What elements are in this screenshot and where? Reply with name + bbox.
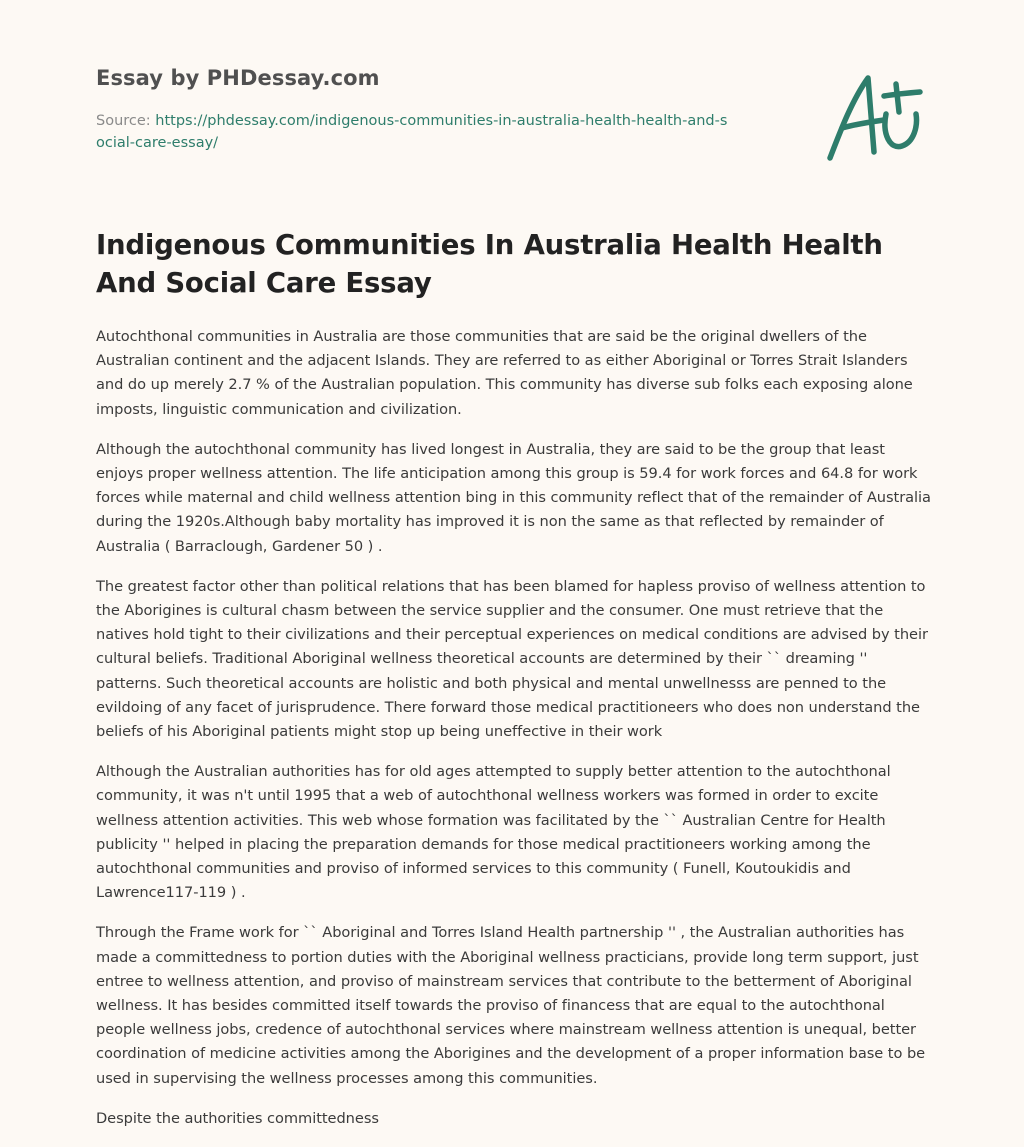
a-plus-logo-icon [822, 70, 926, 164]
essay-body [96, 325, 936, 1147]
source-link[interactable]: https://phdessay.com/indigenous-communities-in-australia-health-health-and-social-care-essay/ [96, 113, 728, 151]
essay-paragraph: Autochthonal communities in Australia are those communities that are said be the original dwellers of the Australian continent and the adjacent Islands. They are referred to as either Aboriginal or Torres Strait Islanders and do up merely 2.7 % of the Australian population. This community has diverse sub folks each exposing alone imposts, linguistic communication and civilization. [96, 328, 913, 418]
essay-paragraph: Despite the authorities committedness [96, 1109, 379, 1127]
essay-paragraph: Although the autochthonal community has lived longest in Australia, they are said to be the group that least enjoys proper wellness attention. The life anticipation among this group is 59.4 for work forces and 64.8 for work forces while maternal and child wellness attention bing in this community reflect that of the remainder of Australia during the 1920s.Although baby mortality has improved it is non the same as that reflected by remainder of Australia ( Barraclough, Gardener 50 ) . [96, 440, 931, 555]
essay-paragraph: Although the Australian authorities has for old ages attempted to supply better attention to the autochthonal community, it was n't until 1995 that a web of autochthonal wellness workers was formed in order to excite wellness attention activities. This web whose formation was facilitated by the `` Australian Centre for Health publicity '' helped in placing the preparation demands for those medical practitioneers working among the autochthonal communities and proviso of informed services to this community ( Funell, Koutoukidis and Lawrence117-119 ) . [96, 763, 891, 902]
essay-paragraph: Through the Frame work for `` Aboriginal and Torres Island Health partnership '' , the Australian authorities has made a committedness to portion duties with the Aboriginal wellness practicians, provide long term support, just entree to wellness attention, and proviso of mainstream services that contribute to the betterment of Aboriginal wellness. It has besides committed itself towards the proviso of financess that are equal to the autochthonal people wellness jobs, credence of autochthonal services where mainstream wellness attention is unequal, better coordination of medicine activities among the Aborigines and the development of a proper information base to be used in supervising the wellness processes among this communities. [96, 924, 926, 1087]
site-title: Essay by PHDessay.com [96, 66, 380, 90]
source-line [96, 110, 736, 154]
essay-title: Indigenous Communities In Australia Health Health And Social Care Essay [96, 229, 883, 299]
essay-paragraph: The greatest factor other than political relations that has been blamed for hapless proviso of wellness attention to the Aborigines is cultural chasm between the service supplier and the consumer. One must retrieve that the natives hold tight to their civilizations and their perceptual experiences on medical conditions are advised by their cultural beliefs. Traditional Aboriginal wellness theoretical accounts are determined by their `` dreaming '' patterns. Such theoretical accounts are holistic and both physical and mental unwellnesss are penned to the evildoing of any facet of jurisprudence. There forward those medical practitioneers who does non understand the beliefs of his Aboriginal patients might stop up being uneffective in their work [96, 577, 928, 741]
source-label: Source: [96, 113, 151, 129]
